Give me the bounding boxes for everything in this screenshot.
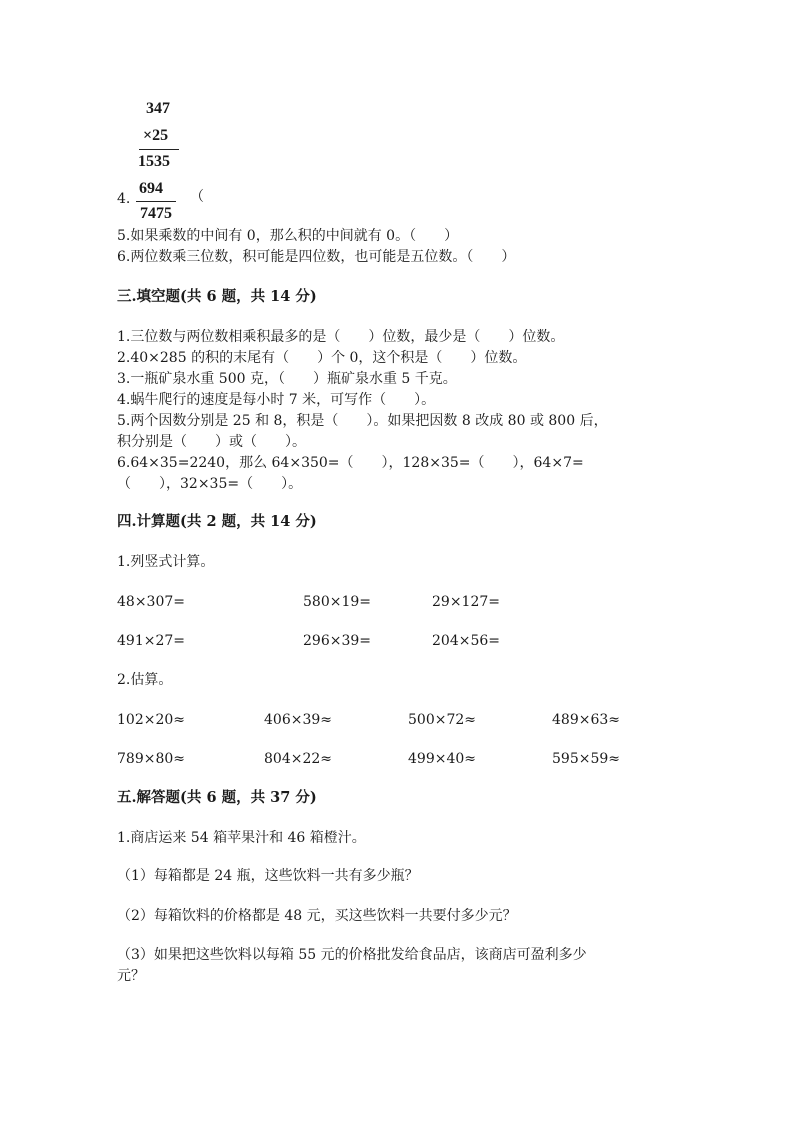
calc-q1-r2-c1: 491×27= [117, 633, 185, 649]
calc-q2-label: 2.估算。 [117, 672, 173, 688]
fill-item-3: 3.一瓶矿泉水重 500 克，（ ）瓶矿泉水重 5 千克。 [117, 371, 457, 387]
calc-q1-r2-c3: 204×56= [432, 633, 500, 649]
estimate-r1-c4: 489×63≈ [552, 712, 620, 728]
calc-q1-label: 1.列竖式计算。 [117, 554, 215, 570]
answer-q1-sub2: （2）每箱饮料的价格都是 48 元，买这些饮料一共要付多少元？ [117, 908, 517, 924]
vertical-rule [139, 149, 179, 150]
fill-item-5-cont: 积分别是（ ）或（ ）。 [117, 434, 306, 450]
estimate-r1-c2: 406×39≈ [264, 712, 332, 728]
calc-q1-r1-c3: 29×127= [432, 594, 500, 610]
estimate-r1-c3: 500×72≈ [408, 712, 476, 728]
estimate-r1-c1: 102×20≈ [117, 712, 185, 728]
section4-title: 四.计算题(共 2 题，共 14 分) [117, 513, 317, 530]
vertical-multiplier: ×25 [143, 127, 169, 144]
judgement-item-5: 5.如果乘数的中间有 0，那么积的中间就有 0。（ ） [117, 228, 459, 244]
fill-item-2: 2.40×285 的积的末尾有（ ）个 0，这个积是（ ）位数。 [117, 350, 527, 366]
vertical-multiplicand: 347 [146, 100, 170, 117]
fill-item-6-cont: （ ），32×35=（ ）。 [117, 476, 303, 492]
answer-q1-sub3: （3）如果把这些饮料以每箱 55 元的价格批发给食品店，该商店可盈利多少 [117, 947, 587, 963]
item4-top-number: 694 [139, 180, 163, 197]
item4-paren: （ [190, 189, 204, 205]
fill-item-5: 5.两个因数分别是 25 和 8，积是（ ）。如果把因数 8 改成 80 或 800 后， [117, 413, 608, 429]
fill-item-1: 1.三位数与两位数相乘积最多的是（ ）位数，最少是（ ）位数。 [117, 329, 565, 345]
calc-q1-r2-c2: 296×39= [303, 633, 371, 649]
item4-bottom-number: 7475 [140, 205, 172, 222]
fill-item-6: 6.64×35=2240，那么 64×350=（ ），128×35=（ ），64×7= [117, 455, 584, 471]
calc-q1-r1-c2: 580×19= [303, 594, 371, 610]
item4-label: 4. [117, 191, 131, 207]
calc-q1-r1-c1: 48×307= [117, 594, 185, 610]
estimate-r2-c1: 789×80≈ [117, 751, 185, 767]
section5-title: 五.解答题(共 6 题，共 37 分) [117, 789, 317, 806]
section3-title: 三.填空题(共 6 题，共 14 分) [117, 288, 317, 305]
fill-item-4: 4.蜗牛爬行的速度是每小时 7 米，可写作（ ）。 [117, 392, 436, 408]
answer-q1-sub3-cont: 元？ [117, 968, 145, 984]
judgement-item-6: 6.两位数乘三位数，积可能是四位数，也可能是五位数。（ ） [117, 249, 516, 265]
answer-q1: 1.商店运来 54 箱苹果汁和 46 箱橙汁。 [117, 830, 366, 846]
estimate-r2-c3: 499×40≈ [408, 751, 476, 767]
item4-rule [136, 201, 176, 202]
vertical-result: 1535 [138, 153, 170, 170]
answer-q1-sub1: （1）每箱都是 24 瓶，这些饮料一共有多少瓶？ [117, 868, 419, 884]
estimate-r2-c2: 804×22≈ [264, 751, 332, 767]
estimate-r2-c4: 595×59≈ [552, 751, 620, 767]
